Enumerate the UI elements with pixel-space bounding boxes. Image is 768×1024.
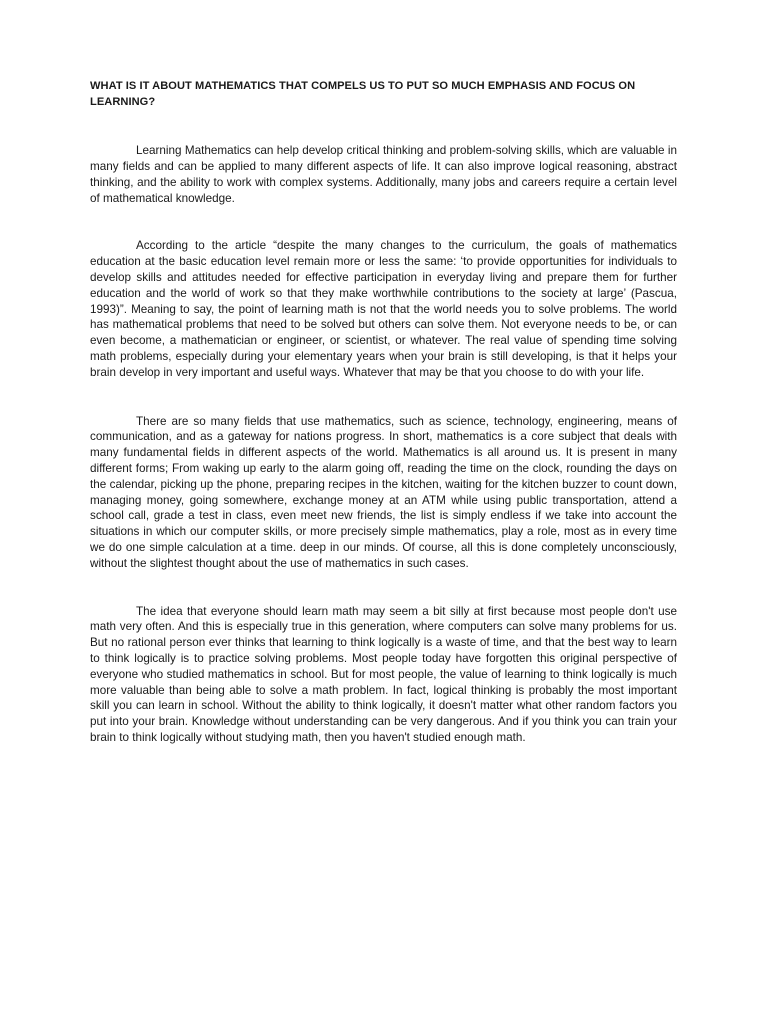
document-body [90, 79, 677, 746]
paragraph-4: The idea that everyone should learn math may seem a bit silly at first because most people don't use math very often. And this is especially true in this generation, where computers can solve many problems for us. But no rational person ever thinks that learning to think logically is a waste of time, and that the best way to learn to think logically is to practice solving problems. Most people today have forgotten this original perspective of everyone who studied mathematics in school. But for most people, the value of learning to think logically is much more valuable than being able to solve a math problem. In fact, logical thinking is probably the most important skill you can learn in school. Without the ability to think logically, it doesn't matter what other random factors you put into your brain. Knowledge without understanding can be very dangerous. And if you think you can train your brain to think logically without studying math, then you haven't studied enough math. [90, 604, 677, 744]
paragraph-3: There are so many fields that use mathematics, such as science, technology, engineering, means of communication, and as a gateway for nations progress. In short, mathematics is a core subject that deals with many fundamental fields in different aspects of the world. Mathematics is all around us. It is present in many different forms; From waking up early to the alarm going off, reading the time on the clock, rounding the days on the calendar, picking up the phone, preparing recipes in the kitchen, waiting for the kitchen buzzer to count down, managing money, going somewhere, exchange money at an ATM while using public transportation, attend a school call, grade a test in class, even meet new friends, the list is simply endless if we take into account the situations in which our computer skills, or more precisely simple mathematics, play a role, most as in every time we do one simple calculation at a time. deep in our minds. Of course, all this is done completely unconsciously, without the slightest thought about the use of mathematics in such cases. [90, 414, 677, 570]
document-heading: WHAT IS IT ABOUT MATHEMATICS THAT COMPELS US TO PUT SO MUCH EMPHASIS AND FOCUS ON LEARNING? [90, 80, 636, 108]
paragraph-2: According to the article “despite the many changes to the curriculum, the goals of mathematics education at the basic education level remain more or less the same: ‘to provide opportunities for individuals to develop skills and attitudes needed for effective participation in everyday living and prepare them for further education and the world of work so that they make worthwhile contributions to the society at large’ (Pascua, 1993)”. Meaning to say, the point of learning math is not that the world needs you to solve problems. The world has mathematical problems that need to be solved but others can solve them. Not everyone needs to be, or can even become, a mathematician or engineer, or scientist, or whatever. The real value of spending time solving math problems, especially during your elementary years when your brain is still developing, is that it helps your brain develop in very important and useful ways. Whatever that may be that you choose to do with your life. [90, 239, 677, 379]
paragraph-1: Learning Mathematics can help develop critical thinking and problem-solving skills, which are valuable in many fields and can be applied to many different aspects of life. It can also improve logical reasoning, abstract thinking, and the ability to work with complex systems. Additionally, many jobs and careers require a certain level of mathematical knowledge. [90, 144, 677, 205]
